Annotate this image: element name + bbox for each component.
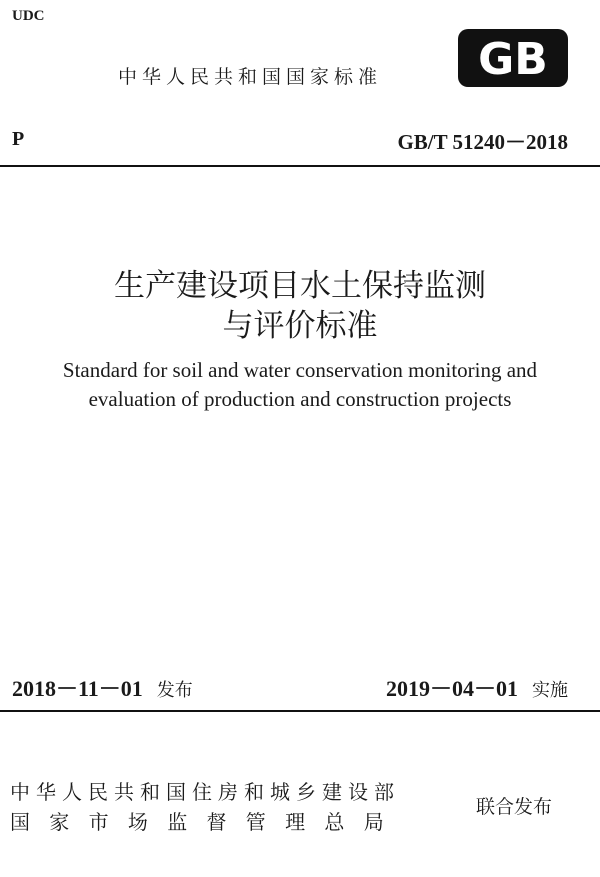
title-en-line1: Standard for soil and water conservation monitoring and — [62, 358, 538, 382]
effective-date: 2019－04－01 — [385, 676, 518, 701]
gb-logo — [457, 28, 569, 88]
title-cn-line2: 与评价标准 — [222, 308, 378, 344]
udc-label: UDC — [12, 8, 45, 24]
issue-date-block — [12, 672, 193, 703]
title-en-line2: evaluation of production and construction projects — [88, 387, 512, 411]
national-standard-heading: 中华人民共和国国家标准 — [118, 66, 383, 88]
issue-label: 发布 — [156, 680, 193, 701]
standard-number: GB/T 51240－2018 — [397, 130, 568, 154]
bottom-divider — [0, 710, 600, 712]
issuer-line2: 国家市场监督管理总局 — [10, 810, 403, 834]
top-divider — [0, 165, 600, 167]
classification-code: P — [12, 128, 25, 150]
effective-date-block — [386, 672, 568, 703]
gb-logo-text: GB — [478, 34, 548, 85]
issuer-line1: 中华人民共和国住房和城乡建设部 — [10, 780, 400, 804]
title-cn-line1: 生产建设项目水土保持监测 — [114, 268, 486, 304]
issue-date: 2018－11－01 — [12, 676, 143, 701]
effective-label: 实施 — [532, 680, 568, 701]
joint-issue-label: 联合发布 — [476, 796, 553, 818]
